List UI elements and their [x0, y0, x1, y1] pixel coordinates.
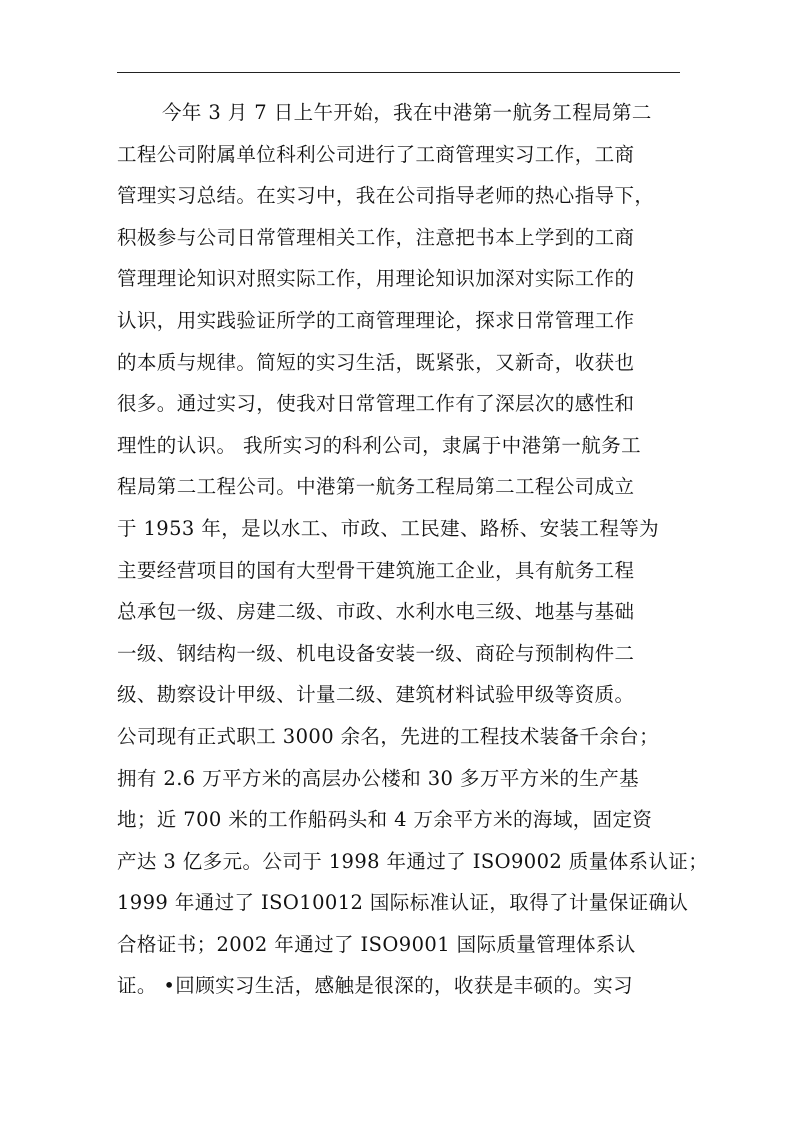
text-line-20: 1999 年通过了 ISO10012 国际标准认证，取得了计量保证确认 [117, 891, 689, 915]
text-line-9: 理性的认识。 我所实习的科利公司，隶属于中港第一航务工 [117, 433, 641, 457]
text-line-1: 今年 3 月 7 日上午开始，我在中港第一航务工程局第二 [162, 101, 652, 124]
text-line-2: 工程公司附属单位科利公司进行了工商管理实习工作，工商 [117, 142, 635, 166]
text-line-21: 合格证书；2002 年通过了 ISO9001 国际质量管理体系认 [117, 932, 636, 956]
text-line-8: 很多。通过实习，使我对日常管理工作有了深层次的感性和 [117, 392, 635, 416]
text-line-14: 一级、钢结构一级、机电设备安装一级、商砼与预制构件二 [117, 641, 635, 665]
text-line-19: 产达 3 亿多元。公司于 1998 年通过了 ISO9002 质量体系认证； [117, 849, 709, 873]
text-line-12: 主要经营项目的国有大型骨干建筑施工企业，具有航务工程 [117, 558, 635, 582]
text-line-16: 公司现有正式职工 3000 余名，先进的工程技术装备千余台； [117, 724, 660, 748]
text-line-13: 总承包一级、房建二级、市政、水利水电三级、地基与基础 [117, 600, 635, 624]
text-line-7: 的本质与规律。简短的实习生活，既紧张，又新奇，收获也 [117, 350, 635, 374]
text-line-22: 证。 •回顾实习生活，感触是很深的，收获是丰硕的。实习 [117, 974, 634, 998]
text-line-4: 积极参与公司日常管理相关工作，注意把书本上学到的工商 [117, 225, 635, 249]
text-line-3: 管理实习总结。在实习中，我在公司指导老师的热心指导下， [117, 184, 655, 208]
text-line-10: 程局第二工程公司。中港第一航务工程局第二工程公司成立 [117, 475, 635, 499]
text-line-11: 于 1953 年，是以水工、市政、工民建、路桥、安装工程等为 [117, 516, 660, 540]
text-line-6: 认识，用实践验证所学的工商管理理论，探求日常管理工作 [117, 308, 635, 332]
text-line-5: 管理理论知识对照实际工作，用理论知识加深对实际工作的 [117, 267, 635, 291]
text-line-15: 级、勘察设计甲级、计量二级、建筑材料试验甲级等资质。 [117, 683, 635, 707]
text-line-18: 地；近 700 米的工作船码头和 4 万余平方米的海域，固定资 [117, 808, 653, 832]
body-paragraph [117, 92, 709, 1007]
text-line-17: 拥有 2.6 万平方米的高层办公楼和 30 多万平方米的生产基 [117, 766, 640, 790]
header-rule [117, 72, 680, 73]
